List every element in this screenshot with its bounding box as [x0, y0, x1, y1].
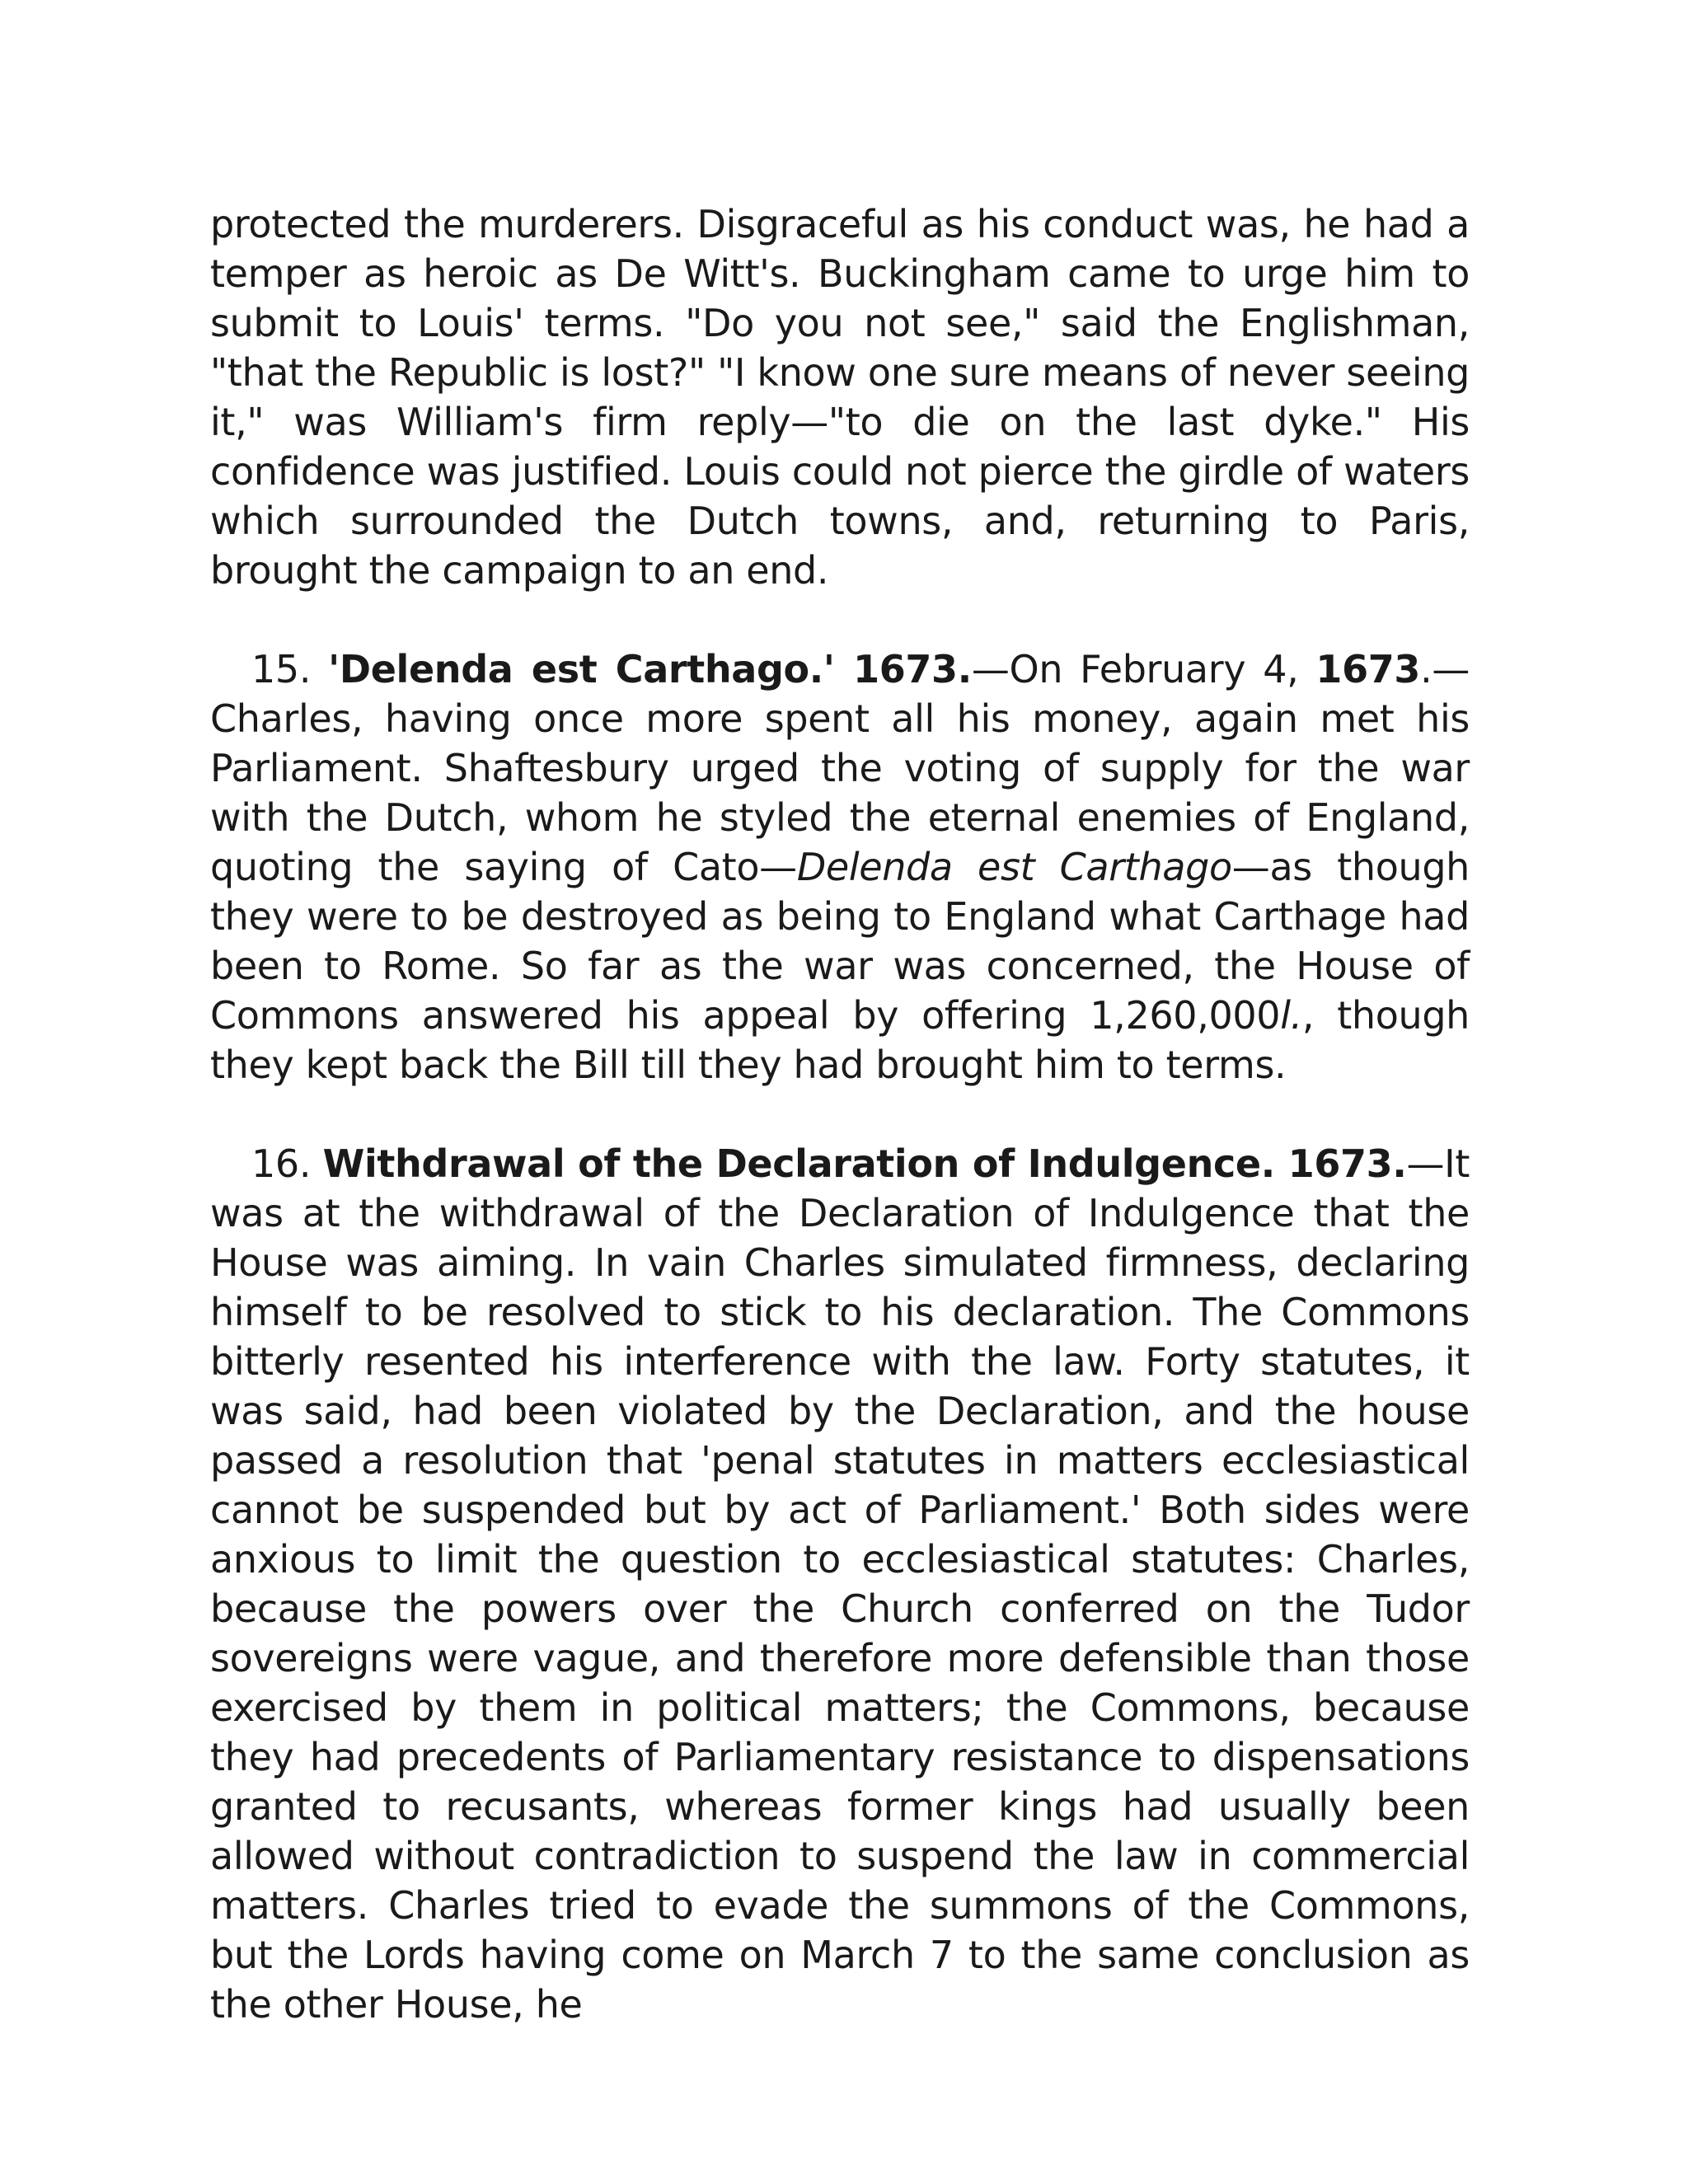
section-15-italic-pound: l. [1280, 993, 1302, 1038]
section-heading-15: 'Delenda est Carthago.' 1673. [328, 647, 972, 691]
section-15-text-1: .—Charles, having once more spent all his money, again met his Parliament. Shaftesbury urged the voting of supply for the war with the Dutch, whom he styled the eternal enemies of England, quoting the saying of Cato— [210, 647, 1470, 889]
paragraph-15 [210, 644, 1470, 1090]
section-15-lead: —On February 4, [971, 647, 1316, 691]
paragraph-16 [210, 1139, 1470, 2029]
section-16-text: —It was at the withdrawal of the Declaration of Indulgence that the House was aiming. In vain Charles simulated firmness, declaring himself to be resolved to stick to his declaration. The Commons bitterly resented his interference with the law. Forty statutes, it was said, had been violated by the Declaration, and the house passed a resolution that 'penal statutes in matters ecclesiastical cannot be suspended but by act of Parliament.' Both sides were anxious to limit the question to ecclesiastical statutes: Charles, because the powers over the Church conferred on the Tudor sovereigns were vague, and therefore more defensible than those exercised by them in political matters; the Commons, because they had precedents of Parliamentary resistance to dispensations granted to recusants, whereas former kings had usually been allowed without contradiction to suspend the law in commercial matters. Charles tried to evade the summons of the Commons, but the Lords having come on March 7 to the same conclusion as the other House, he [210, 1141, 1470, 2027]
section-15-lead-year: 1673 [1315, 647, 1421, 691]
section-number-15: 15. [251, 647, 312, 691]
section-15-italic-quote: Delenda est Carthago [796, 845, 1232, 889]
paragraph-1-text: protected the murderers. Disgraceful as his conduct was, he had a temper as heroic as De Witt's. Buckingham came to urge him to submit to Louis' terms. "Do you not see," said the Englishman, "that the Republic is lost?" "I know one sure means of never seeing it," was William's firm reply—"to die on the last dyke." His confidence was justified. Louis could not pierce the girdle of waters which surrounded the Dutch towns, and, returning to Paris, brought the campaign to an end. [210, 202, 1470, 593]
paragraph-1 [210, 199, 1470, 595]
section-15-text-2: —as though they were to be destroyed as being to England what Carthage had been to Rome. So far as the war was concerned, the House of Commons answered his appeal by offering 1,260,000 [210, 845, 1470, 1038]
section-heading-16: Withdrawal of the Declaration of Indulgence. 1673. [322, 1141, 1407, 1186]
section-number-16: 16. [251, 1141, 312, 1186]
document-page [210, 199, 1470, 2079]
section-15-text-3: , though they kept back the Bill till they had brought him to terms. [210, 993, 1470, 1087]
